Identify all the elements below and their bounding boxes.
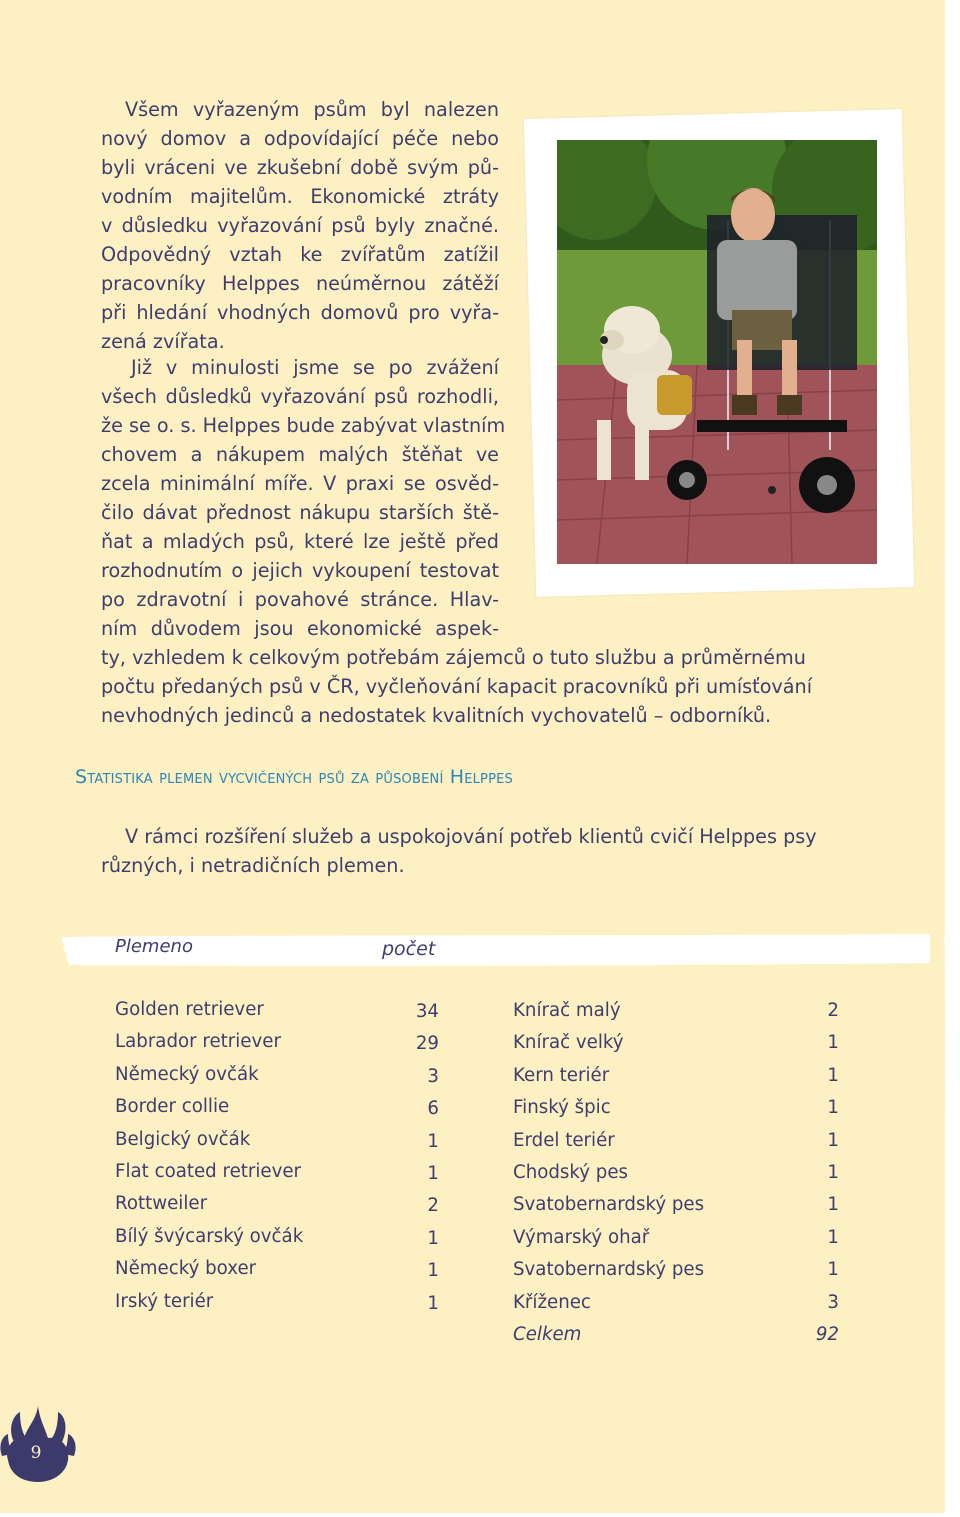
breed-name: Border collie [115,1096,230,1118]
paragraph-line: zcela minimální míře. V praxi se osvěd- [101,472,499,495]
breed-name: Belgický ovčák [115,1128,251,1150]
breed-count: 1 [427,1260,439,1282]
table-row [115,1257,439,1289]
paragraph-line: ním důvodem jsou ekonomické aspek- [101,617,499,640]
paragraph-line: byli vráceni ve zkušební době svým pů- [101,156,499,179]
breed-name: Knírač malý [513,1000,621,1021]
breed-count: 34 [415,1001,439,1022]
table-row [115,1030,439,1062]
paragraph-line: nový domov a odpovídající péče nebo [101,127,499,150]
paragraph-line: ty, vzhledem k celkovým potřebám zájemců o tuto službu a průměrnému [101,646,806,669]
breed-name: Finský špic [513,1097,611,1119]
table-row [115,1192,439,1224]
breed-name: Labrador retriever [115,1031,281,1053]
table-row [115,998,439,1030]
breed-name: Kříženec [513,1291,591,1313]
breed-count: 1 [827,1259,839,1281]
table-row [513,1064,839,1096]
breed-count: 1 [827,1194,839,1216]
paragraph-line: při hledání vhodných domovů pro vyřa- [101,301,499,324]
paragraph-1 [101,95,499,356]
table-row [115,1095,439,1127]
section-title: Statistika plemen vycvičených psů za působení Helppes [75,766,514,788]
table-row [115,1290,439,1322]
table-row [513,1129,839,1161]
paragraph-line: chovem a nákupem malých štěňat ve [101,443,499,466]
breed-count: 1 [827,1032,839,1054]
paragraph-line: Odpovědný vztah ke zvířatům zatížil [101,243,499,266]
paragraph-line: nevhodných jedinců a nedostatek kvalitních vychovatelů – odborníků. [101,704,772,727]
table-row [115,1128,439,1160]
breed-count: 2 [427,1195,439,1217]
table-row [513,1161,839,1193]
page-number: 9 [30,1443,42,1463]
breed-name: Irský teriér [115,1290,214,1312]
paragraph-line: po zdravotní i povahové stránce. Hlav- [101,588,499,611]
breed-count: 1 [827,1064,839,1086]
breed-name: Flat coated retriever [115,1161,302,1182]
breed-name: Golden retriever [115,999,264,1020]
breed-count: 3 [427,1065,439,1087]
breed-count: 29 [415,1033,439,1055]
breed-name: Kern teriér [513,1064,610,1086]
paragraph-line: všech důsledků vyřazování psů rozhodli, [101,385,499,408]
paragraph-2 [101,353,506,643]
breed-count: 2 [827,1000,839,1021]
table-header-breed: Plemeno [115,936,193,957]
table-row [115,1063,439,1095]
total-label: Celkem [513,1324,582,1345]
breed-name: Bílý švýcarský ovčák [115,1225,304,1247]
breed-count: 1 [427,1163,439,1184]
breed-name: Svatobernardský pes [513,1194,705,1216]
total-value: 92 [815,1324,839,1345]
table-row [513,1031,839,1063]
paragraph-line: ňat a mladých psů, které lze ještě před [101,530,499,553]
breed-name: Rottweiler [115,1193,208,1215]
breed-name: Německý boxer [115,1258,257,1280]
table-row [115,1160,439,1192]
breed-count: 3 [827,1291,839,1313]
breed-count: 1 [427,1130,439,1152]
paragraph-line: vodním majitelům. Ekonomické ztráty [101,185,499,208]
photo-boy-with-dog [557,140,877,564]
paragraph-line: zená zvířata. [101,330,225,353]
breed-name: Německý ovčák [115,1063,259,1085]
breed-name: Svatobernardský pes [513,1259,705,1281]
table-row [115,1225,439,1257]
table-row [513,999,839,1031]
table-row [513,1226,839,1258]
breed-count: 6 [427,1098,439,1120]
breed-count: 1 [827,1097,839,1119]
paragraph-line: čilo dávat přednost nákupu starších ště- [101,501,499,524]
paragraph-line: Všem vyřazeným psům byl nalezen [125,98,499,121]
table-row [513,1291,839,1323]
paragraph-line: pracovníky Helppes neúměrnou zátěží [101,272,499,295]
paragraph-line: Již v minulosti jsme se po zvážení [131,356,499,379]
paragraph-line: v důsledku vyřazování psů byly značné. [101,214,499,237]
intro-line-2: různých, i netradičních plemen. [101,854,405,877]
breed-count: 1 [427,1227,439,1249]
table-row [513,1258,839,1290]
breed-count: 1 [827,1129,839,1151]
breed-name: Knírač velký [513,1032,624,1054]
page-edge [930,0,960,1513]
table-row [513,1096,839,1128]
table-row [513,1193,839,1225]
breed-count: 1 [427,1292,439,1314]
paragraph-line: že se o. s. Helppes bude zabývat vlastním [101,414,506,437]
section-intro [101,822,861,880]
table-total-row [513,1323,839,1355]
breed-name: Erdel teriér [513,1129,615,1151]
breed-count: 1 [827,1226,839,1248]
breed-name: Výmarský ohař [513,1226,650,1248]
breed-count: 1 [827,1162,839,1183]
table-header-count: počet [382,938,436,960]
intro-line-1: V rámci rozšíření služeb a uspokojování potřeb klientů cvičí Helppes psy [125,825,817,848]
paragraph-line: počtu předaných psů v ČR, vyčleňování kapacit pracovníků při umísťování [101,675,813,698]
paragraph-line: rozhodnutím o jejich vykoupení testovat [101,559,499,582]
breed-name: Chodský pes [513,1162,629,1183]
